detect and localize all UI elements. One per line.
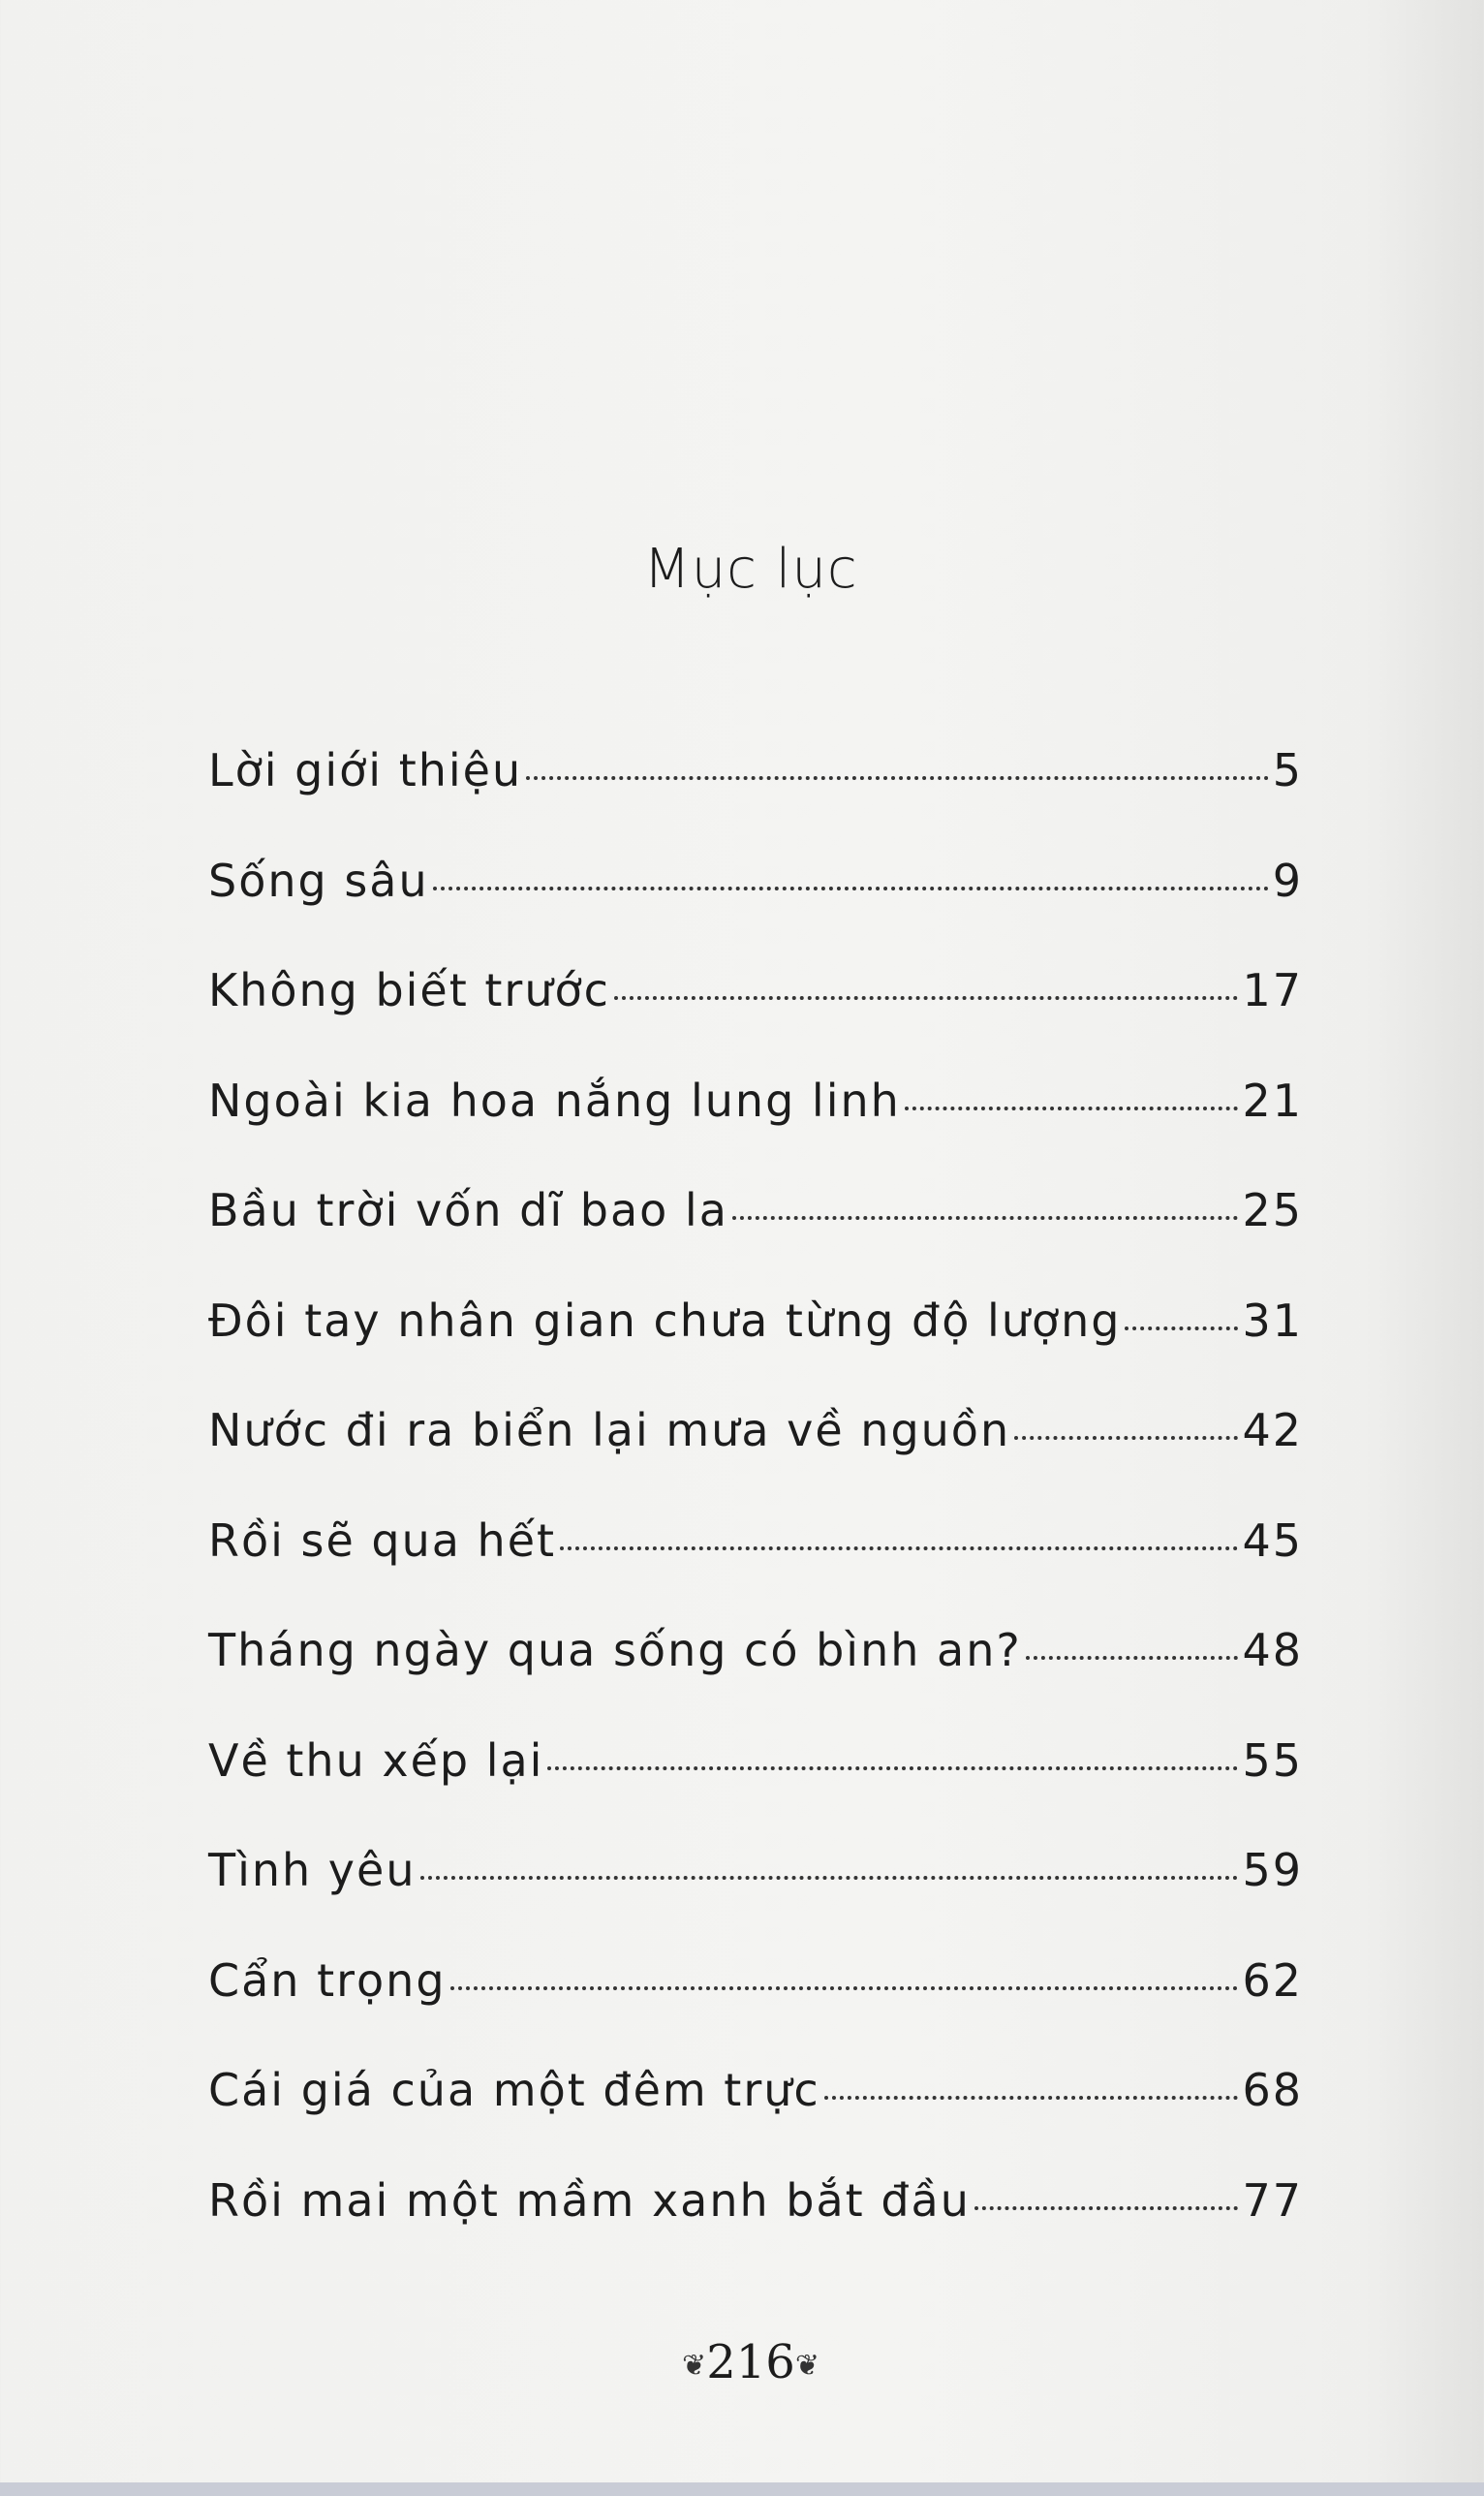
- toc-entry-page: 55: [1242, 1733, 1303, 1787]
- toc-entry-label: Về thu xếp lại: [208, 1733, 544, 1787]
- toc-entry: [208, 1734, 1303, 1845]
- toc-entry-page: 5: [1272, 744, 1303, 796]
- toc-entry-page: 21: [1242, 1074, 1303, 1127]
- toc-entry-page: 68: [1242, 2064, 1303, 2116]
- toc-entry-page: 42: [1242, 1404, 1303, 1456]
- table-of-contents: [208, 744, 1303, 2284]
- dot-leader: [824, 2096, 1239, 2100]
- dot-leader: [420, 1876, 1239, 1880]
- toc-entry: [208, 2064, 1303, 2174]
- toc-entry-page: 59: [1242, 1844, 1303, 1896]
- toc-entry-page: 77: [1242, 2173, 1303, 2227]
- dot-leader: [433, 887, 1269, 890]
- toc-entry: [208, 1404, 1303, 1514]
- toc-entry-label: Không biết trước: [208, 964, 610, 1016]
- toc-entry-label: Sống sâu: [208, 854, 429, 907]
- toc-title: Mục lục: [643, 538, 858, 601]
- toc-entry-label: Ngoài kia hoa nắng lung linh: [208, 1074, 901, 1127]
- toc-entry: [208, 1844, 1303, 1954]
- toc-entry: [208, 1295, 1303, 1405]
- dot-leader: [450, 1986, 1239, 1990]
- toc-entry-label: Tình yêu: [208, 1844, 417, 1896]
- toc-entry-page: 9: [1272, 854, 1303, 907]
- dot-leader: [1026, 1656, 1239, 1660]
- toc-entry-label: Tháng ngày qua sống có bình an?: [208, 1624, 1022, 1676]
- dot-leader: [974, 2206, 1239, 2210]
- toc-entry: [208, 1514, 1303, 1625]
- toc-entry-page: 45: [1242, 1513, 1303, 1567]
- dot-leader: [547, 1766, 1238, 1770]
- ornament-right-icon: ❦: [794, 2349, 819, 2383]
- toc-entry-page: 48: [1242, 1624, 1303, 1676]
- toc-entry-page: 62: [1242, 1953, 1303, 2007]
- page-number-text: 216: [706, 2335, 795, 2389]
- toc-entry: [208, 1624, 1303, 1734]
- toc-entry: [208, 1184, 1303, 1295]
- dot-leader: [1014, 1436, 1238, 1440]
- toc-entry: [208, 1075, 1303, 1185]
- toc-entry: [208, 744, 1303, 855]
- dot-leader: [560, 1546, 1238, 1550]
- toc-entry: [208, 2174, 1303, 2285]
- toc-entry-label: Rồi sẽ qua hết: [208, 1513, 557, 1567]
- dot-leader: [732, 1216, 1239, 1220]
- dot-leader: [1125, 1326, 1238, 1330]
- dot-leader: [614, 996, 1239, 1000]
- toc-entry-label: Đôi tay nhân gian chưa từng độ lượng: [208, 1294, 1122, 1347]
- toc-entry: [208, 855, 1303, 965]
- toc-entry-label: Lời giới thiệu: [208, 744, 523, 796]
- toc-entry-label: Cái giá của một đêm trực: [208, 2064, 820, 2116]
- dot-leader: [905, 1107, 1239, 1110]
- toc-entry: [208, 1954, 1303, 2065]
- ornament-left-icon: ❦: [682, 2349, 707, 2383]
- toc-entry-label: Nước đi ra biển lại mưa về nguồn: [208, 1404, 1011, 1456]
- toc-entry-page: 31: [1242, 1294, 1303, 1347]
- toc-entry-page: 17: [1242, 964, 1303, 1016]
- toc-entry: [208, 964, 1303, 1075]
- page-number: [0, 2335, 1484, 2389]
- dot-leader: [526, 776, 1269, 780]
- scan-edge: [0, 2482, 1484, 2496]
- toc-entry-page: 25: [1242, 1184, 1303, 1236]
- toc-entry-label: Bầu trời vốn dĩ bao la: [208, 1184, 728, 1236]
- toc-entry-label: Cẩn trọng: [208, 1953, 447, 2007]
- toc-entry-label: Rồi mai một mầm xanh bắt đầu: [208, 2173, 971, 2227]
